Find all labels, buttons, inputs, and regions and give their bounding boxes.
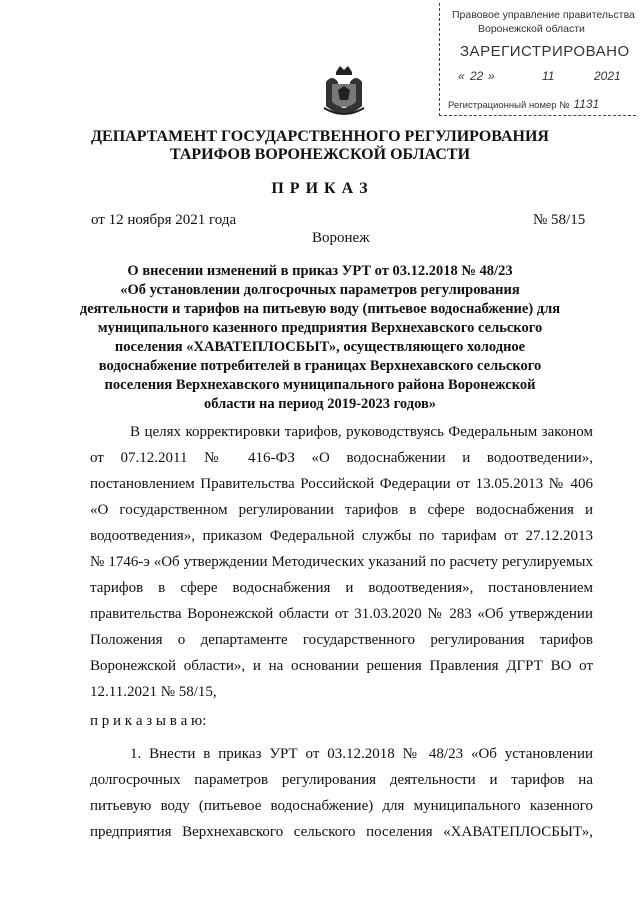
title-line: «Об установлении долгосрочных параметров регулирования	[120, 282, 520, 298]
department-line-1: ДЕПАРТАМЕНТ ГОСУДАРСТВЕННОГО РЕГУЛИРОВАНИЯ	[91, 128, 549, 145]
stamp-line-1: Правовое управление правительства	[452, 9, 635, 21]
body-line: водоотведения», приказом Федеральной службы по тарифам от 27.12.2013	[90, 528, 593, 544]
stamp-date-year: 2021	[594, 69, 621, 83]
stamp-date-day: 22	[470, 69, 484, 83]
title-line: водоснабжение потребителей в границах Верхнехавского сельского	[98, 358, 542, 374]
title-line: деятельности и тарифов на питьевую воду (питьевое водоснабжение) для	[79, 301, 561, 317]
registration-stamp: Правовое управление правительства Воронежской области ЗАРЕГИСТРИРОВАНО « 22 » 11 2021 Регистрационный номер № 1131	[439, 3, 636, 116]
body-line: В целях корректировки тарифов, руководствуясь Федеральным законом	[130, 424, 593, 440]
preamble-paragraph	[90, 419, 593, 705]
body-line: Воронежской области», и на основании решения Правления ДГРТ ВО от	[90, 658, 593, 674]
body-line: от 07.12.2011 № 416-ФЗ «О водоснабжении и водоотведении»,	[90, 450, 593, 466]
stamp-line-2: Воронежской области	[478, 23, 585, 35]
stamp-reg-value: 1131	[573, 97, 600, 111]
title-line: поселения Верхнехавского муниципального района Воронежской	[104, 377, 536, 393]
title-line: области на период 2019-2023 годов»	[203, 396, 437, 412]
stamp-reg-label: Регистрационный номер №	[448, 100, 570, 111]
orders-word: п р и к а з ы в а ю:	[90, 713, 207, 729]
item-line: предприятия Верхнехавского сельского поселения «ХАВАТЕПЛОСБЫТ»,	[90, 824, 593, 840]
doc-type: П Р И К А З	[271, 180, 369, 197]
body-line: тарифов в сфере водоснабжения и водоотведения», постановлением	[90, 580, 593, 596]
order-number: № 58/15	[533, 212, 586, 228]
item-line: 1. Внести в приказ УРТ от 03.12.2018 № 48/23 «Об установлении	[130, 746, 593, 762]
body-line: постановлением Правительства Российской Федерации от 13.05.2013 № 406	[90, 476, 593, 492]
city: Воронеж	[312, 230, 370, 246]
body-line: Положения о департаменте государственного регулирования тарифов	[90, 632, 593, 648]
stamp-date-month: 11	[542, 69, 555, 83]
item-line: долгосрочных параметров регулирования деятельности и тарифов на	[90, 772, 593, 788]
body-line: «О государственном регулировании тарифов в сфере водоснабжения и	[90, 502, 593, 518]
body-line: правительства Воронежской области от 31.03.2020 № 283 «Об утверждении	[90, 606, 593, 622]
order-date: от 12 ноября 2021 года	[91, 212, 237, 228]
title-line: О внесении изменений в приказ УРТ от 03.12.2018 № 48/23	[127, 263, 513, 279]
stamp-reg-number	[448, 97, 599, 111]
stamp-registered: ЗАРЕГИСТРИРОВАНО	[460, 43, 630, 60]
title-line: поселения «ХАВАТЕПЛОСБЫТ», осуществляющего холодное	[114, 339, 526, 355]
item-line: питьевую воду (питьевое водоснабжение) для муниципального казенного	[90, 798, 593, 814]
body-line: 12.11.2021 № 58/15,	[90, 684, 217, 700]
title-line: муниципального казенного предприятия Верхнехавского сельского	[97, 320, 543, 336]
order-title	[0, 262, 640, 414]
item-1-paragraph	[90, 741, 593, 845]
coat-of-arms-icon	[322, 62, 366, 118]
department-line-2: ТАРИФОВ ВОРОНЕЖСКОЙ ОБЛАСТИ	[169, 146, 471, 163]
body-line: № 1746-э «Об утверждении Методических указаний по расчету регулируемых	[90, 554, 593, 570]
